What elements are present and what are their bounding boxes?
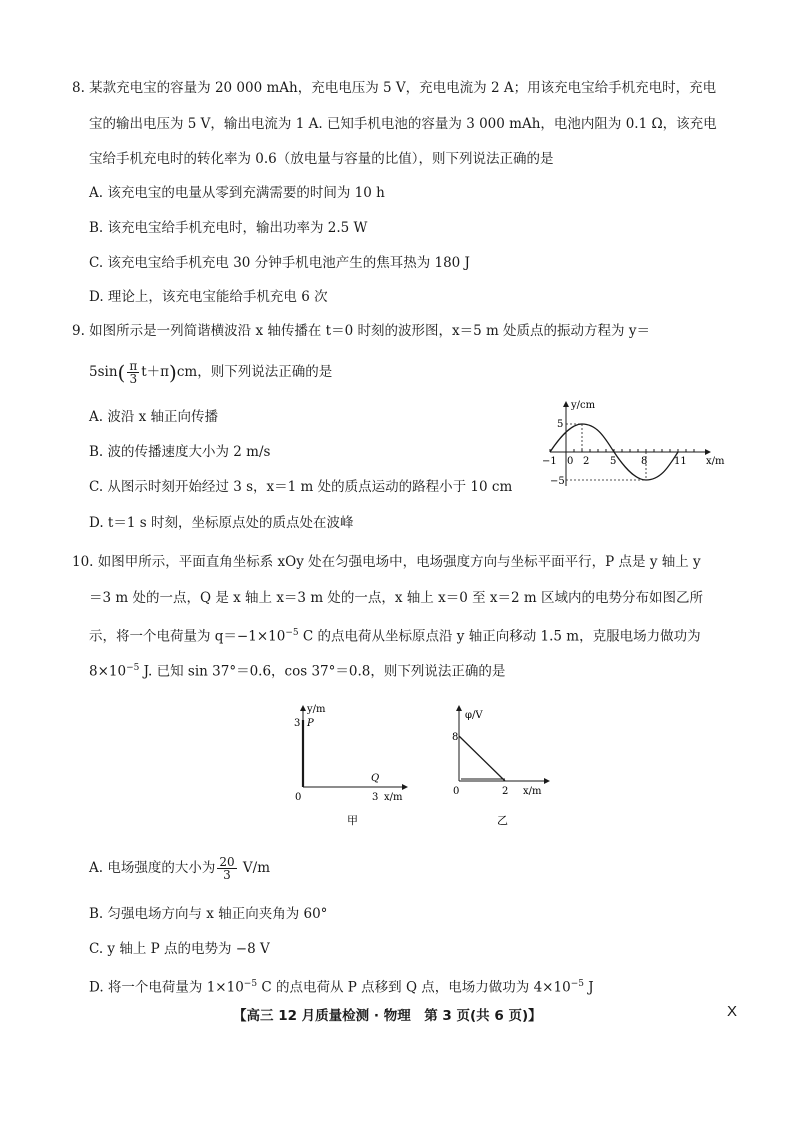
q9-option-d: D. t＝1 s 时刻，坐标原点处的质点处在波峰 — [89, 515, 354, 531]
q8-line-1: 8. 某款充电宝的容量为 20 000 mAh，充电电压为 5 V，充电电流为 2 A；用该充电宝给手机充电时，充电 — [72, 80, 717, 96]
q10-option-a — [89, 852, 270, 884]
yi-ylabel: φ/V — [465, 710, 483, 721]
yi-origin-label: 0 — [453, 786, 460, 797]
jia-p-label: P — [307, 718, 314, 729]
jia-q-label: Q — [371, 773, 380, 784]
q9-line-1: 9. 如图所示是一列简谐横波沿 x 轴传播在 t＝0 时刻的波形图，x＝5 m 处质点的振动方程为 y＝ — [72, 323, 650, 339]
q10-a-prefix: A. 电场强度的大小为 — [89, 860, 216, 876]
q10-figure-yi — [445, 700, 565, 830]
q9-x-0-label: 0 — [567, 456, 574, 467]
q10-line-4-exp: −5 — [126, 663, 140, 673]
q10-a-den: 3 — [223, 868, 231, 882]
yi-caption: 乙 — [497, 814, 508, 827]
q10-d-exp: −5 — [243, 979, 258, 989]
jia-y3-label: 3 — [294, 718, 301, 729]
q10-d-a: D. 将一个电荷量为 1×10 — [89, 979, 244, 996]
q9-xlabel: x/m — [706, 456, 725, 467]
yi-potential-line — [459, 736, 505, 781]
q9-equation — [89, 358, 332, 387]
q10-option-c: C. y 轴上 P 点的电势为 −8 V — [89, 941, 270, 957]
q10-line-4 — [89, 659, 505, 681]
q10-figure-jia — [285, 700, 425, 830]
q9-x-2-label: 2 — [583, 456, 590, 467]
q10-line-3-b: C 的点电荷从坐标原点沿 y 轴正向移动 1.5 m，克服电场力做功为 — [298, 628, 701, 645]
q9-option-c: C. 从图示时刻开始经过 3 s，x＝1 m 处的质点运动的路程小于 10 cm — [89, 479, 513, 495]
q8-option-c: C. 该充电宝给手机充电 30 分钟手机电池产生的焦耳热为 180 J — [89, 255, 470, 271]
q8-line-2: 宝的输出电压为 5 V，输出电流为 1 A. 已知手机电池的容量为 3 000 mAh，电池内阻为 0.1 Ω，该充电 — [89, 116, 717, 132]
q9-y-bottom-label: −5 — [550, 476, 565, 487]
q9-eq-num: π — [129, 359, 138, 373]
q9-eq-den: 3 — [129, 372, 138, 386]
q9-eq-suffix: cm，则下列说法正确的是 — [176, 364, 333, 380]
q8-option-d: D. 理论上，该充电宝能给手机充电 6 次 — [89, 289, 328, 305]
yi-x2-label: 2 — [502, 786, 509, 797]
q9-x-11-label: 11 — [674, 456, 687, 467]
jia-origin-label: 0 — [295, 792, 302, 803]
q9-x-neg1-label: −1 — [542, 456, 557, 467]
jia-ylabel: y/m — [307, 704, 326, 715]
q10-d-exp2: −5 — [570, 979, 584, 989]
q9-eq-fraction — [127, 360, 139, 385]
q10-a-num: 20 — [219, 855, 235, 869]
q9-x-8-label: 8 — [641, 456, 648, 467]
corner-mark: X — [727, 1003, 738, 1020]
q10-line-3-a: 示，将一个电荷量为 q＝−1×10 — [89, 628, 286, 645]
q10-line-3 — [89, 624, 701, 646]
q10-option-b: B. 匀强电场方向与 x 轴正向夹角为 60° — [89, 906, 328, 922]
q9-ylabel: y/cm — [571, 400, 596, 411]
q8-option-a: A. 该充电宝的电量从零到充满需要的时间为 10 h — [89, 185, 385, 201]
q10-option-d — [89, 975, 594, 997]
yi-xlabel: x/m — [523, 786, 542, 797]
q10-line-1: 10. 如图甲所示，平面直角坐标系 xOy 处在匀强电场中，电场强度方向与坐标平面平行，P 点是 y 轴上 y — [72, 554, 701, 570]
q10-line-2: ＝3 m 处的一点，Q 是 x 轴上 x＝3 m 处的一点，x 轴上 x＝0 至 x＝2 m 区域内的电势分布如图乙所 — [89, 590, 703, 606]
q10-d-c: J — [583, 979, 594, 996]
q8-line-3: 宝给手机充电时的转化率为 0.6（放电量与容量的比值），则下列说法正确的是 — [89, 151, 554, 167]
q9-option-a: A. 波沿 x 轴正向传播 — [89, 409, 219, 425]
q8-option-b: B. 该充电宝给手机充电时，输出功率为 2.5 W — [89, 220, 368, 236]
q9-eq-paren-open: ( — [117, 360, 126, 385]
q9-y-top-label: 5 — [557, 419, 564, 430]
q9-eq-prefix: 5sin — [89, 364, 118, 380]
page-footer: 【高三 12 月质量检测 · 物理 第 3 页(共 6 页)】 — [233, 1008, 542, 1024]
q9-eq-paren-close: ) — [169, 360, 177, 385]
jia-xlabel: x/m — [384, 792, 403, 803]
q10-line-3-exp: −5 — [285, 628, 299, 638]
jia-caption: 甲 — [347, 814, 358, 827]
q10-line-4-a: 8×10 — [89, 663, 127, 680]
q10-d-b: C 的点电荷从 P 点移到 Q 点，电场力做功为 4×10 — [257, 979, 571, 996]
jia-x3-label: 3 — [372, 792, 379, 803]
q10-a-suffix: V/m — [238, 860, 271, 876]
q10-line-4-b: J. 已知 sin 37°＝0.6，cos 37°＝0.8，则下列说法正确的是 — [139, 663, 506, 680]
yi-y8-label: 8 — [452, 732, 459, 743]
q9-option-b: B. 波的传播速度大小为 2 m/s — [89, 444, 271, 460]
q10-a-fraction — [217, 856, 236, 881]
q9-eq-rest: t＋π — [141, 364, 170, 380]
q9-wave-graph — [540, 396, 730, 492]
q9-x-5-label: 5 — [610, 456, 617, 467]
